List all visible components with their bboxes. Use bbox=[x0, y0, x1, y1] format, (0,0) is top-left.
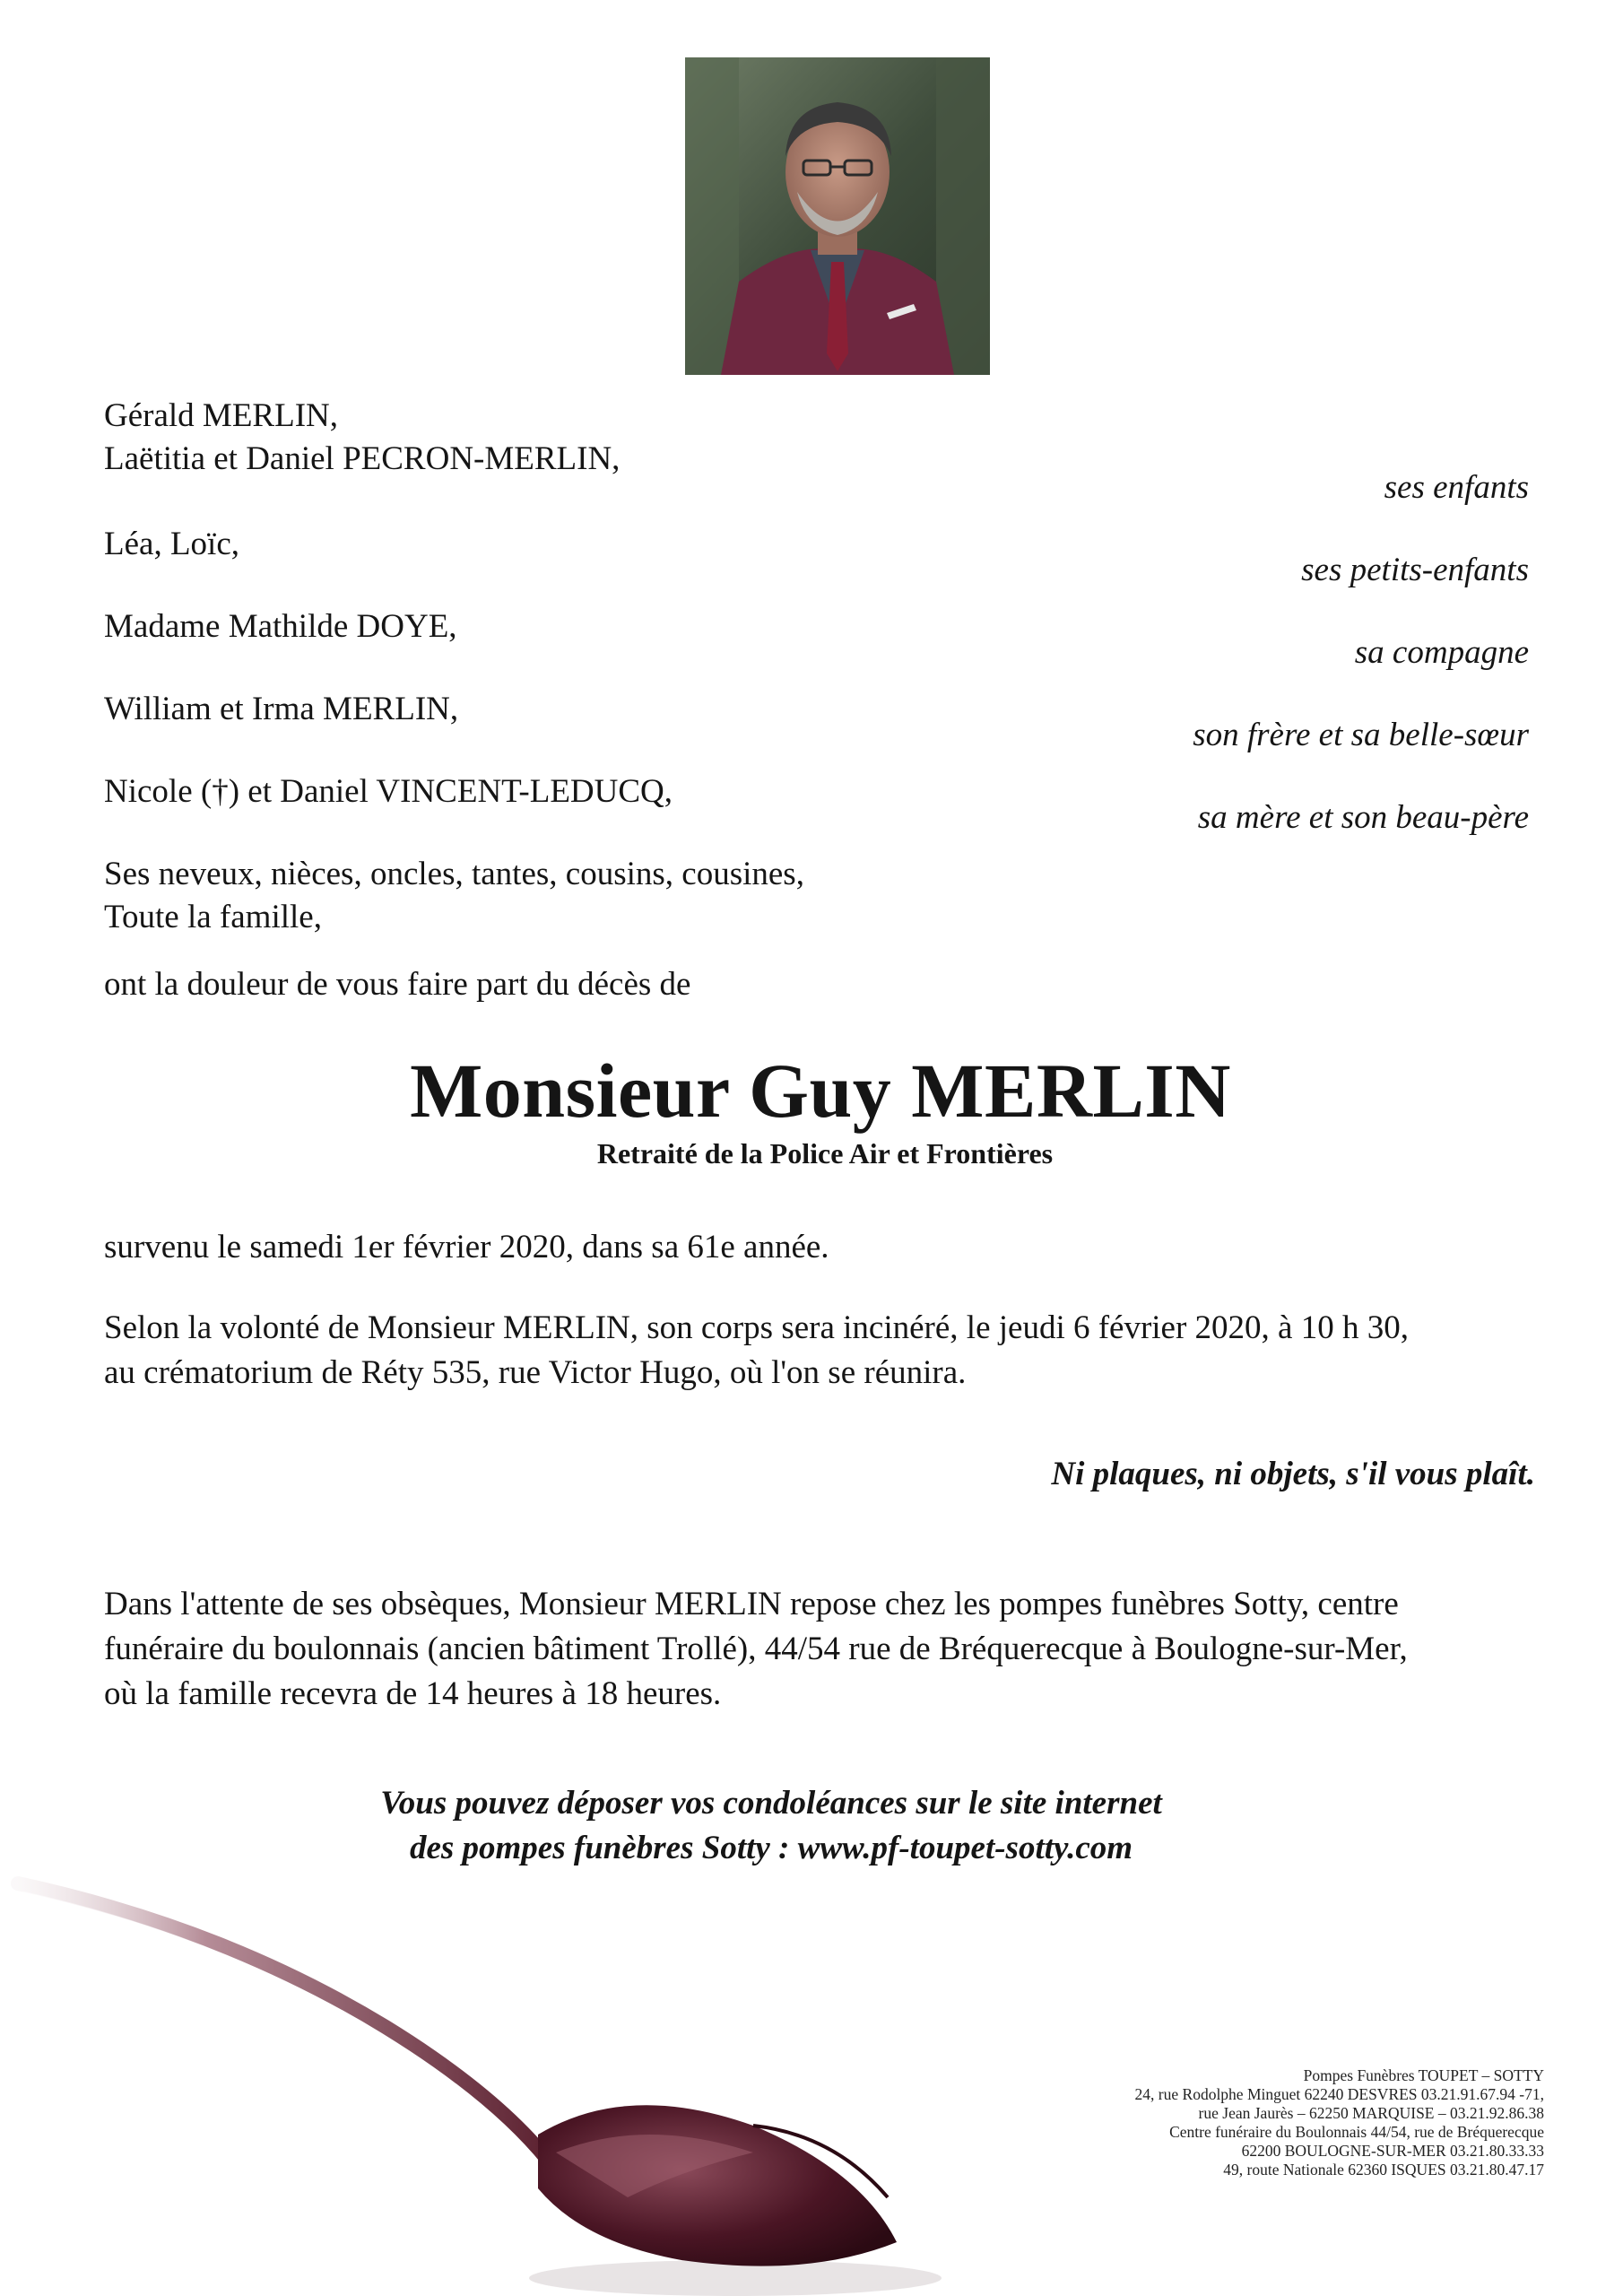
death-notice-text: survenu le samedi 1er février 2020, dans sa 61e année. bbox=[104, 1229, 829, 1265]
funeral-home-info bbox=[1135, 2066, 1544, 2179]
rest-paragraph bbox=[104, 1582, 1539, 1717]
condolences-notice bbox=[0, 1781, 1623, 1871]
rest-line-1: Dans l'attente de ses obsèques, Monsieur MERLIN repose chez les pompes funèbres Sotty, centre bbox=[104, 1586, 1399, 1622]
ceremony-paragraph bbox=[104, 1306, 1539, 1396]
relation-mother: sa mère et son beau-père bbox=[1197, 799, 1529, 836]
death-notice bbox=[104, 1225, 1539, 1270]
condolences-line-2: des pompes funèbres Sotty : www.pf-toupet-sotty.com bbox=[409, 1830, 1133, 1866]
calla-lily-decoration bbox=[0, 1812, 986, 2296]
funeral-home-name: Pompes Funèbres TOUPET – SOTTY bbox=[1303, 2066, 1544, 2084]
family-extended-1: Ses neveux, nièces, oncles, tantes, cousins, cousines, bbox=[104, 856, 804, 892]
family-grandchildren: Léa, Loïc, bbox=[104, 526, 239, 562]
funeral-home-address-4: 62200 BOULOGNE-SUR-MER 03.21.80.33.33 bbox=[1241, 2142, 1544, 2160]
relation-companion: sa compagne bbox=[1354, 634, 1529, 671]
ceremony-line-2: au crématorium de Réty 535, rue Victor Hugo, où l'on se réunira. bbox=[104, 1354, 967, 1391]
relation-grandchildren: ses petits-enfants bbox=[1301, 552, 1529, 588]
funeral-home-address-2: rue Jean Jaurès – 62250 MARQUISE – 03.21.92.86.38 bbox=[1198, 2104, 1544, 2122]
portrait-photo bbox=[685, 57, 990, 375]
family-extended-2: Toute la famille, bbox=[104, 899, 322, 935]
rest-line-3: où la famille recevra de 14 heures à 18 heures. bbox=[104, 1675, 722, 1712]
deceased-title: Retraité de la Police Air et Frontières bbox=[596, 1137, 1054, 1170]
funeral-home-address-3: Centre funéraire du Boulonnais 44/54, rue de Bréquerecque bbox=[1169, 2123, 1544, 2141]
relation-brother: son frère et sa belle-sœur bbox=[1193, 717, 1529, 753]
announcement: ont la douleur de vous faire part du décès de bbox=[104, 966, 691, 1003]
family-mother: Nicole (†) et Daniel VINCENT-LEDUCQ, bbox=[104, 773, 673, 810]
rest-line-2: funéraire du boulonnais (ancien bâtiment Trollé), 44/54 rue de Bréquerecque à Boulogne-sur-Mer, bbox=[104, 1631, 1408, 1667]
relation-children: ses enfants bbox=[1384, 469, 1529, 506]
deceased-name: Monsieur Guy MERLIN bbox=[410, 1048, 1231, 1134]
family-children-1: Gérald MERLIN, bbox=[104, 397, 338, 434]
ceremony-line-1: Selon la volonté de Monsieur MERLIN, son corps sera incinéré, le jeudi 6 février 2020, à 10 h 30, bbox=[104, 1309, 1409, 1346]
family-brother: William et Irma MERLIN, bbox=[104, 691, 459, 727]
condolences-line-1: Vous pouvez déposer vos condoléances sur le site internet bbox=[380, 1785, 1162, 1822]
family-companion: Madame Mathilde DOYE, bbox=[104, 608, 457, 645]
family-children-2: Laëtitia et Daniel PECRON-MERLIN, bbox=[104, 440, 621, 477]
funeral-home-address-5: 49, route Nationale 62360 ISQUES 03.21.80.47.17 bbox=[1223, 2161, 1544, 2179]
no-flowers-notice: Ni plaques, ni objets, s'il vous plaît. bbox=[1051, 1456, 1535, 1492]
family-list bbox=[104, 395, 1001, 939]
funeral-home-address-1: 24, rue Rodolphe Minguet 62240 DESVRES 03.21.91.67.94 -71, bbox=[1134, 2085, 1544, 2103]
portrait-image bbox=[685, 57, 990, 375]
